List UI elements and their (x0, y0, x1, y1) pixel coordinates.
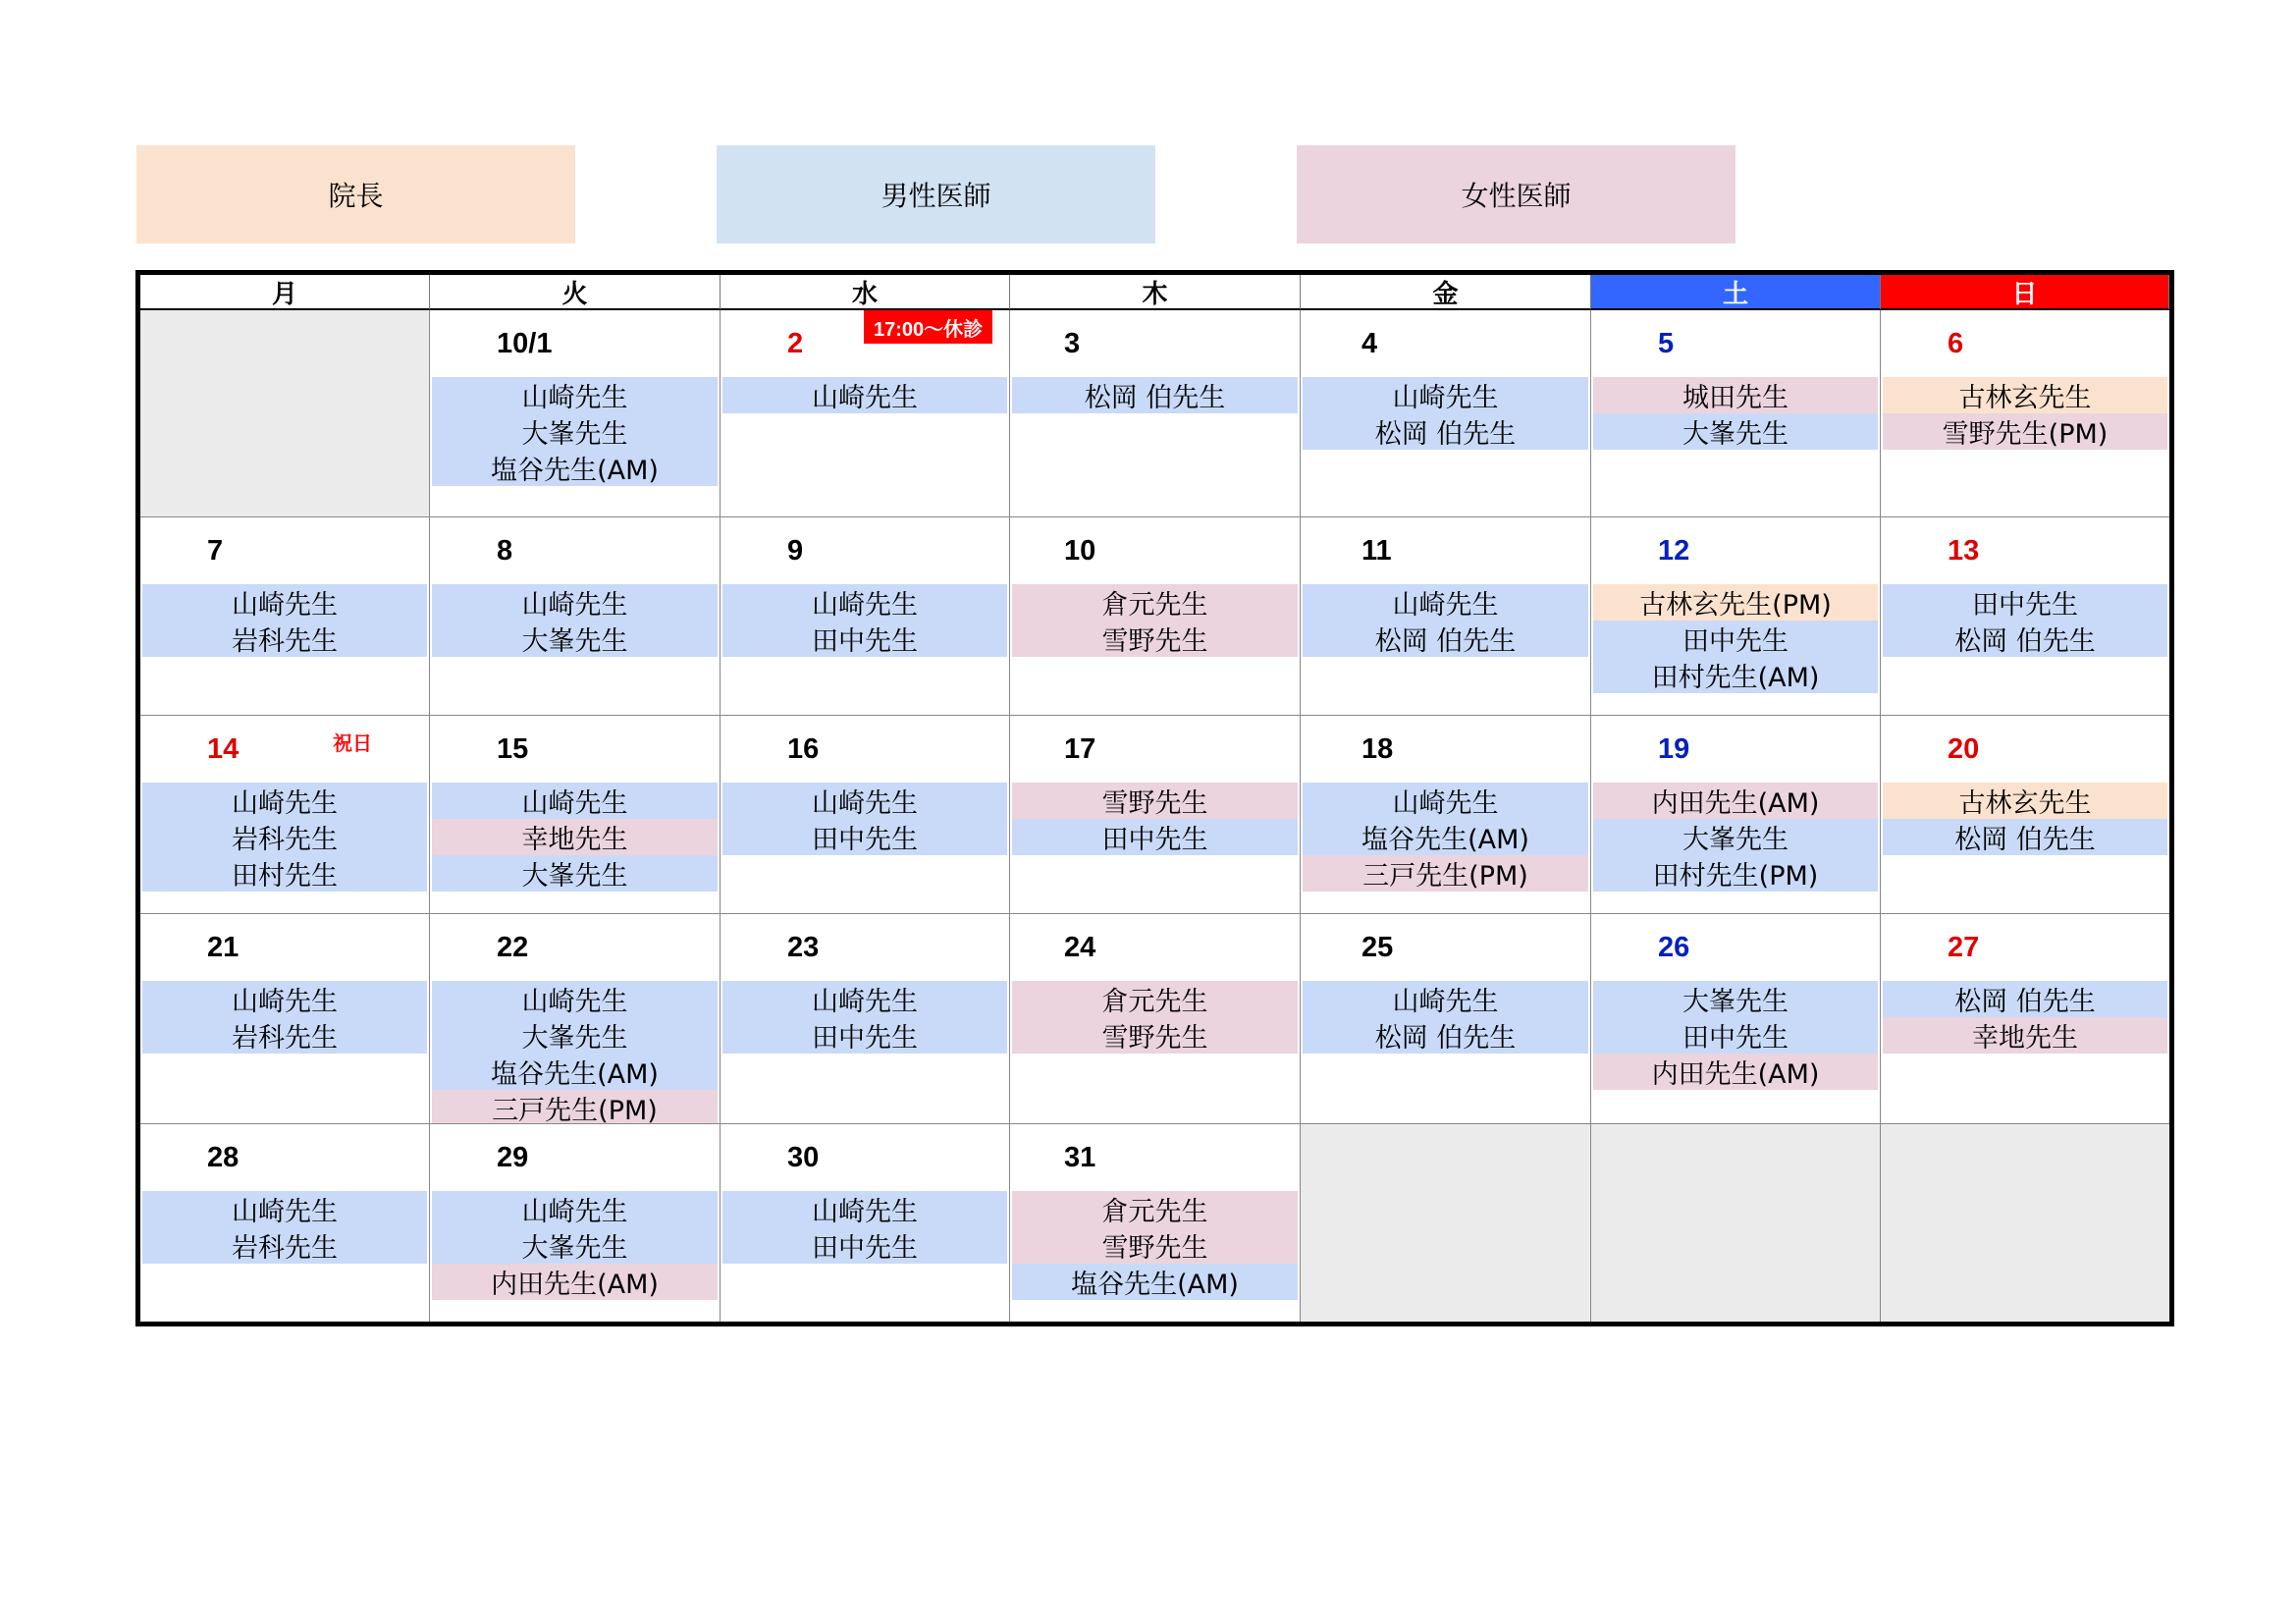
doctor-entry-male: 田中先生 (722, 621, 1007, 657)
day-cell (721, 517, 1010, 716)
doctor-entry-male: 田中先生 (722, 1017, 1007, 1054)
day-cell (1010, 310, 1301, 517)
doctor-entry-male: 田村先生(AM) (1593, 657, 1878, 693)
empty-day-cell (140, 310, 430, 517)
doctor-entry-male: 田村先生 (142, 855, 427, 892)
doctor-entry-male: 山崎先生 (1303, 584, 1588, 621)
day-number: 4 (1362, 328, 1378, 359)
day-cell (430, 1124, 721, 1322)
day-number: 7 (207, 535, 224, 567)
day-cell (1010, 1124, 1301, 1322)
doctor-entry-male: 松岡 伯先生 (1883, 621, 2167, 657)
doctor-entry-director: 古林玄先生 (1883, 377, 2167, 413)
day-cell (1881, 310, 2169, 517)
doctor-entry-female: 雪野先生 (1012, 621, 1298, 657)
weekday-header-sat: 土 (1591, 275, 1881, 310)
doctor-entry-male: 田中先生 (1012, 819, 1298, 855)
doctor-entry-male: 山崎先生 (432, 981, 718, 1017)
day-number: 10 (1064, 535, 1096, 567)
weekday-header-thu: 木 (1010, 275, 1301, 310)
doctor-entry-male: 山崎先生 (722, 1191, 1007, 1227)
day-number: 20 (1948, 733, 1980, 765)
day-cell (1010, 716, 1301, 914)
doctor-entry-male: 田中先生 (722, 819, 1007, 855)
doctor-entry-male: 田中先生 (722, 1227, 1007, 1264)
doctor-entry-female: 三戸先生(PM) (432, 1090, 718, 1124)
day-cell (1591, 716, 1881, 914)
doctor-entry-female: 幸地先生 (432, 819, 718, 855)
day-cell (1881, 716, 2169, 914)
empty-day-cell (1881, 1124, 2169, 1322)
doctor-entry-female: 倉元先生 (1012, 981, 1298, 1017)
day-cell (1010, 517, 1301, 716)
weekday-header-wed: 水 (721, 275, 1010, 310)
day-number: 29 (497, 1142, 529, 1173)
day-number: 5 (1658, 328, 1675, 359)
day-cell (721, 914, 1010, 1124)
doctor-entry-male: 山崎先生 (1303, 981, 1588, 1017)
doctor-entry-female: 倉元先生 (1012, 584, 1298, 621)
day-number: 28 (207, 1142, 240, 1173)
day-number: 22 (497, 932, 529, 963)
day-cell (140, 517, 430, 716)
empty-day-cell (1301, 1124, 1591, 1322)
day-cell (1301, 716, 1591, 914)
doctor-entry-male: 山崎先生 (142, 1191, 427, 1227)
doctor-entry-male: 大峯先生 (432, 621, 718, 657)
doctor-entry-male: 山崎先生 (722, 783, 1007, 819)
doctor-entry-male: 岩科先生 (142, 621, 427, 657)
doctor-entry-male: 塩谷先生(AM) (1303, 819, 1588, 855)
holiday-label: 祝日 (333, 733, 372, 755)
day-number: 14 (207, 733, 240, 765)
day-cell (1010, 914, 1301, 1124)
day-number: 27 (1948, 932, 1980, 963)
day-number: 3 (1064, 328, 1081, 359)
day-cell (1301, 310, 1591, 517)
day-number: 18 (1362, 733, 1394, 765)
doctor-entry-female: 雪野先生 (1012, 1017, 1298, 1054)
doctor-entry-male: 大峯先生 (432, 855, 718, 892)
legend-male-doctor (717, 145, 1155, 243)
doctor-entry-female: 倉元先生 (1012, 1191, 1298, 1227)
legend-female-doctor-label: 女性医師 (1461, 180, 1572, 212)
day-cell (721, 1124, 1010, 1322)
doctor-entry-male: 塩谷先生(AM) (1012, 1264, 1298, 1300)
doctor-entry-female: 内田先生(AM) (1593, 1054, 1878, 1090)
day-number: 6 (1948, 328, 1964, 359)
doctor-entry-male: 松岡 伯先生 (1883, 981, 2167, 1017)
day-cell (1591, 310, 1881, 517)
doctor-entry-male: 大峯先生 (1593, 819, 1878, 855)
legend-director-label: 院長 (328, 180, 384, 212)
day-cell (1591, 914, 1881, 1124)
day-number: 8 (497, 535, 513, 567)
doctor-entry-male: 田中先生 (1883, 584, 2167, 621)
day-number: 15 (497, 733, 529, 765)
doctor-entry-female: 雪野先生 (1012, 1227, 1298, 1264)
schedule-calendar (135, 270, 2174, 1326)
doctor-entry-female: 雪野先生 (1012, 783, 1298, 819)
doctor-entry-female: 三戸先生(PM) (1303, 855, 1588, 892)
doctor-entry-male: 岩科先生 (142, 1017, 427, 1054)
weekday-header-mon: 月 (140, 275, 430, 310)
day-cell (721, 310, 1010, 517)
day-number: 2 (787, 328, 804, 359)
doctor-entry-male: 塩谷先生(AM) (432, 1054, 718, 1090)
doctor-entry-male: 山崎先生 (1303, 783, 1588, 819)
day-number: 9 (787, 535, 804, 567)
day-cell (1301, 517, 1591, 716)
weekday-header-fri: 金 (1301, 275, 1591, 310)
weekday-header-tue: 火 (430, 275, 721, 310)
doctor-entry-male: 塩谷先生(AM) (432, 450, 718, 486)
doctor-entry-male: 大峯先生 (432, 413, 718, 450)
day-cell (140, 914, 430, 1124)
doctor-entry-male: 山崎先生 (142, 584, 427, 621)
day-number: 10/1 (497, 328, 553, 359)
day-number: 17 (1064, 733, 1096, 765)
doctor-entry-male: 山崎先生 (722, 584, 1007, 621)
doctor-entry-female: 内田先生(AM) (432, 1264, 718, 1300)
doctor-entry-male: 山崎先生 (432, 377, 718, 413)
doctor-entry-female: 城田先生 (1593, 377, 1878, 413)
day-number: 31 (1064, 1142, 1096, 1173)
doctor-entry-male: 山崎先生 (432, 783, 718, 819)
doctor-entry-female: 内田先生(AM) (1593, 783, 1878, 819)
day-cell (1881, 517, 2169, 716)
doctor-entry-male: 松岡 伯先生 (1303, 1017, 1588, 1054)
day-cell (430, 310, 721, 517)
doctor-entry-male: 山崎先生 (432, 1191, 718, 1227)
doctor-entry-male: 大峯先生 (1593, 981, 1878, 1017)
doctor-entry-male: 松岡 伯先生 (1303, 413, 1588, 450)
day-number: 12 (1658, 535, 1690, 567)
day-cell (430, 517, 721, 716)
doctor-entry-male: 山崎先生 (722, 981, 1007, 1017)
day-cell (140, 716, 430, 914)
doctor-entry-male: 山崎先生 (1303, 377, 1588, 413)
doctor-entry-male: 田中先生 (1593, 1017, 1878, 1054)
day-cell (721, 716, 1010, 914)
doctor-entry-male: 岩科先生 (142, 819, 427, 855)
day-cell (1881, 914, 2169, 1124)
doctor-entry-male: 大峯先生 (432, 1017, 718, 1054)
doctor-entry-male: 山崎先生 (142, 783, 427, 819)
doctor-entry-male: 大峯先生 (432, 1227, 718, 1264)
doctor-entry-director: 古林玄先生(PM) (1593, 584, 1878, 621)
day-cell (140, 1124, 430, 1322)
day-number: 19 (1658, 733, 1690, 765)
day-number: 23 (787, 932, 820, 963)
empty-day-cell (1591, 1124, 1881, 1322)
doctor-entry-male: 山崎先生 (142, 981, 427, 1017)
doctor-entry-male: 田中先生 (1593, 621, 1878, 657)
legend-director (136, 145, 575, 243)
doctor-entry-male: 大峯先生 (1593, 413, 1878, 450)
day-number: 30 (787, 1142, 820, 1173)
weekday-header-sun: 日 (1881, 275, 2169, 310)
day-number: 21 (207, 932, 240, 963)
doctor-entry-female: 雪野先生(PM) (1883, 413, 2167, 450)
doctor-entry-male: 岩科先生 (142, 1227, 427, 1264)
doctor-entry-male: 松岡 伯先生 (1012, 377, 1298, 413)
day-cell (1591, 517, 1881, 716)
day-number: 16 (787, 733, 820, 765)
legend-female-doctor (1297, 145, 1735, 243)
closure-notice: 17:00～休診 (864, 310, 992, 344)
day-cell (1301, 914, 1591, 1124)
doctor-entry-male: 松岡 伯先生 (1883, 819, 2167, 855)
doctor-entry-female: 幸地先生 (1883, 1017, 2167, 1054)
doctor-entry-male: 山崎先生 (432, 584, 718, 621)
day-number: 25 (1362, 932, 1394, 963)
doctor-entry-male: 松岡 伯先生 (1303, 621, 1588, 657)
legend-male-doctor-label: 男性医師 (881, 180, 991, 212)
day-number: 13 (1948, 535, 1980, 567)
day-cell (430, 716, 721, 914)
day-number: 26 (1658, 932, 1690, 963)
day-number: 11 (1362, 535, 1392, 567)
doctor-entry-director: 古林玄先生 (1883, 783, 2167, 819)
day-number: 24 (1064, 932, 1096, 963)
doctor-entry-male: 山崎先生 (722, 377, 1007, 413)
day-cell (430, 914, 721, 1124)
doctor-entry-male: 田村先生(PM) (1593, 855, 1878, 892)
